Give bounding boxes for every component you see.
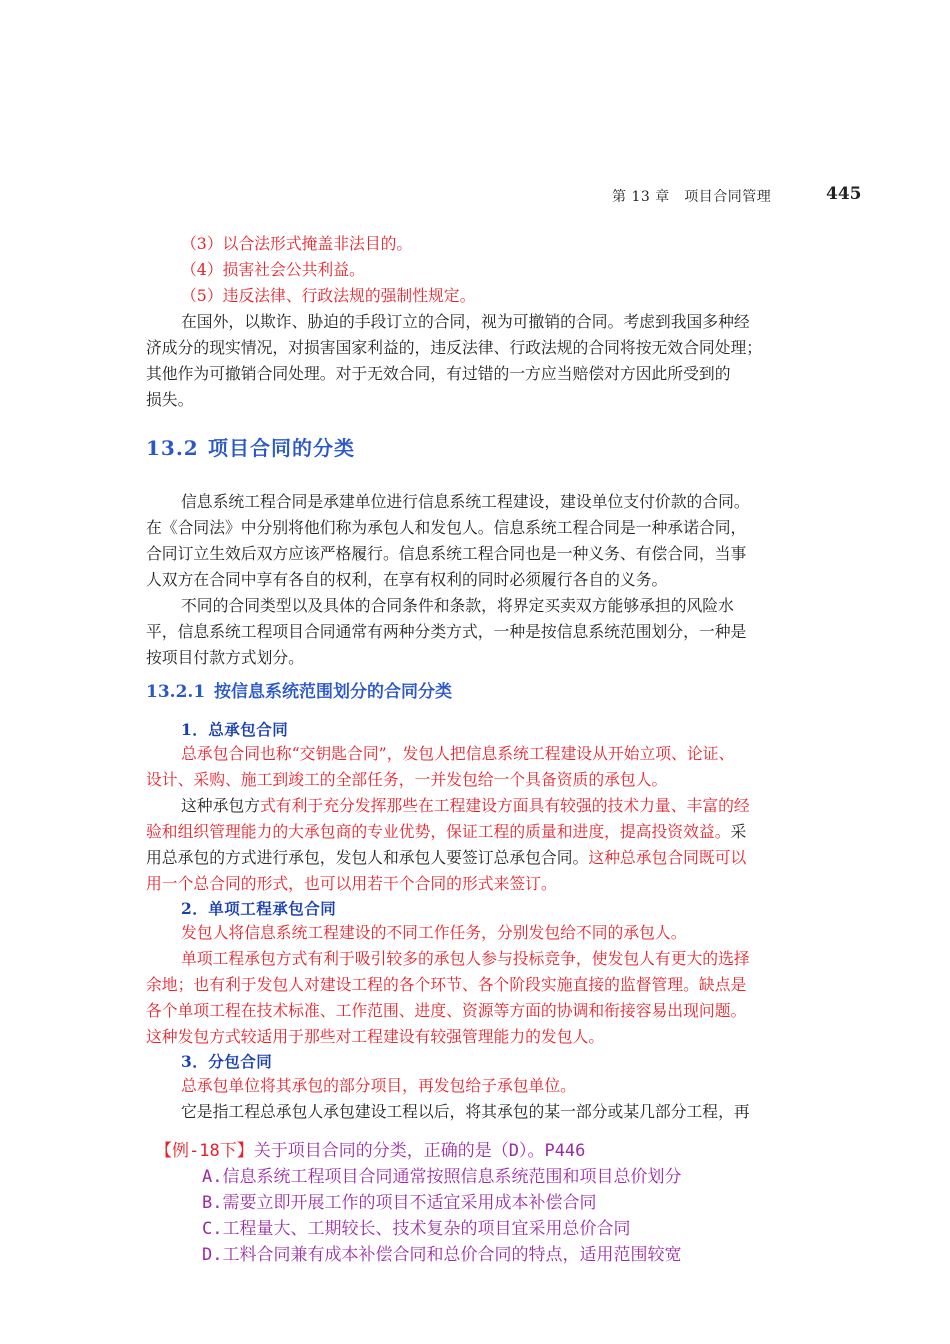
intro-item: （5）违反法律、行政法规的强制性规定。 bbox=[181, 286, 476, 305]
paragraph-line: 单项工程承包方式有利于吸引较多的承包人参与投标竞争，使发包人有更大的选择 bbox=[181, 949, 750, 968]
paragraph-line: 用一个总合同的形式，也可以用若干个合同的形式来签订。 bbox=[146, 874, 557, 893]
paragraph-line: 按项目付款方式划分。 bbox=[146, 648, 304, 667]
paragraph-line: 总承包合同也称“交钥匙合同”，发包人把信息系统工程建设从开始立项、论证、 bbox=[181, 744, 735, 763]
text-run: 验和组织管理能力的大承包商的专业优势，保证工程的质量和进度，提高投资效益。 bbox=[146, 822, 731, 841]
running-header-chapter: 第 13 章 项目合同管理 bbox=[612, 189, 772, 205]
example-question bbox=[155, 1138, 681, 1164]
paragraph-line: 信息系统工程合同是承建单位进行信息系统工程建设，建设单位支付价款的合同。 bbox=[181, 492, 750, 511]
paragraph-line: 设计、采购、施工到竣工的全部任务，一并发包给一个具备资质的承包人。 bbox=[146, 770, 668, 789]
paragraph-line: 在国外，以欺诈、胁迫的手段订立的合同，视为可撤销的合同。考虑到我国多种经 bbox=[181, 312, 750, 331]
paragraph-line: 其他作为可撤销合同处理。对于无效合同，有过错的一方应当赔偿对方因此所受到的 bbox=[146, 364, 731, 383]
intro-item: （3）以合法形式掩盖非法目的。 bbox=[181, 234, 413, 253]
paragraph-line: 合同订立生效后双方应该严格履行。信息系统工程合同也是一种义务、有偿合同，当事 bbox=[146, 544, 747, 563]
intro-item: （4）损害社会公共利益。 bbox=[181, 260, 365, 279]
paragraph-line: 各个单项工程在技术标准、工作范围、进度、资源等方面的协调和衔接容易出现问题。 bbox=[146, 1001, 747, 1020]
paragraph-line: 它是指工程总承包人承包建设工程以后，将其承包的某一部分或某几部分工程，再 bbox=[181, 1102, 750, 1121]
item-heading: 3．分包合同 bbox=[181, 1052, 273, 1071]
paragraph-line: 济成分的现实情况，对损害国家利益的，违反法律、行政法规的合同将按无效合同处理； bbox=[146, 338, 763, 357]
answer-option-a: A.信息系统工程项目合同通常按照信息系统范围和项目总价划分 bbox=[202, 1167, 682, 1187]
paragraph-line: 人双方在合同中享有各自的权利，在享有权利的同时必须履行各自的义务。 bbox=[146, 570, 668, 589]
example-question-block bbox=[155, 1138, 681, 1268]
item-heading: 2．单项工程承包合同 bbox=[181, 899, 337, 918]
example-question-text: 关于项目合同的分类，正确的是（D）。P446 bbox=[253, 1141, 586, 1161]
text-run: 采 bbox=[730, 822, 747, 841]
paragraph-line: 在《合同法》中分别将他们称为承包人和发包人。信息系统工程合同是一种承诺合同， bbox=[146, 518, 747, 537]
text-run: 用总承包的方式进行承包，发包人和承包人要签订总承包合同。 bbox=[146, 848, 589, 867]
paragraph-line: 总承包单位将其承包的部分项目，再发包给子承包单位。 bbox=[181, 1076, 576, 1095]
example-label: 【例-18下】 bbox=[155, 1141, 254, 1161]
text-run: 这种总承包合同既可以 bbox=[588, 848, 747, 867]
paragraph-line: 平，信息系统工程项目合同通常有两种分类方式，一种是按信息系统范围划分，一种是 bbox=[146, 622, 747, 641]
item-heading: 1．总承包合同 bbox=[181, 720, 289, 739]
paragraph-line: 发包人将信息系统工程建设的不同工作任务，分别发包给不同的承包人。 bbox=[181, 923, 687, 942]
subsection-title: 按信息系统范围划分的合同分类 bbox=[214, 682, 452, 702]
text-run: 这种承包方 bbox=[181, 796, 260, 815]
paragraph-line: 这种发包方式较适用于那些对工程建设有较强管理能力的发包人。 bbox=[146, 1027, 605, 1046]
text-run: 式有利于充分发挥那些在工程建设方面具有较强的技术力量、丰富的经 bbox=[260, 796, 750, 815]
subsection-heading bbox=[146, 677, 452, 702]
answer-option-c: C.工程量大、工期较长、技术复杂的项目宜采用总价合同 bbox=[202, 1219, 631, 1239]
paragraph-line bbox=[146, 820, 746, 844]
paragraph-line bbox=[181, 794, 750, 818]
answer-option-b: B.需要立即开展工作的项目不适宜采用成本补偿合同 bbox=[202, 1193, 597, 1213]
paragraph-line: 余地；也有利于发包人对建设工程的各个环节、各个阶段实施直接的监督管理。缺点是 bbox=[146, 975, 747, 994]
paragraph-line bbox=[146, 846, 746, 870]
section-title: 项目合同的分类 bbox=[208, 436, 355, 460]
answer-option-d: D.工料合同兼有成本补偿合同和总价合同的特点，适用范围较宽 bbox=[202, 1245, 682, 1265]
section-number: 13.2 bbox=[146, 436, 199, 460]
section-heading bbox=[146, 432, 355, 461]
page-number: 445 bbox=[826, 184, 862, 204]
paragraph-line: 不同的合同类型以及具体的合同条件和条款，将界定买卖双方能够承担的风险水 bbox=[181, 596, 734, 615]
paragraph-line: 损失。 bbox=[146, 390, 194, 409]
subsection-number: 13.2.1 bbox=[146, 682, 206, 702]
